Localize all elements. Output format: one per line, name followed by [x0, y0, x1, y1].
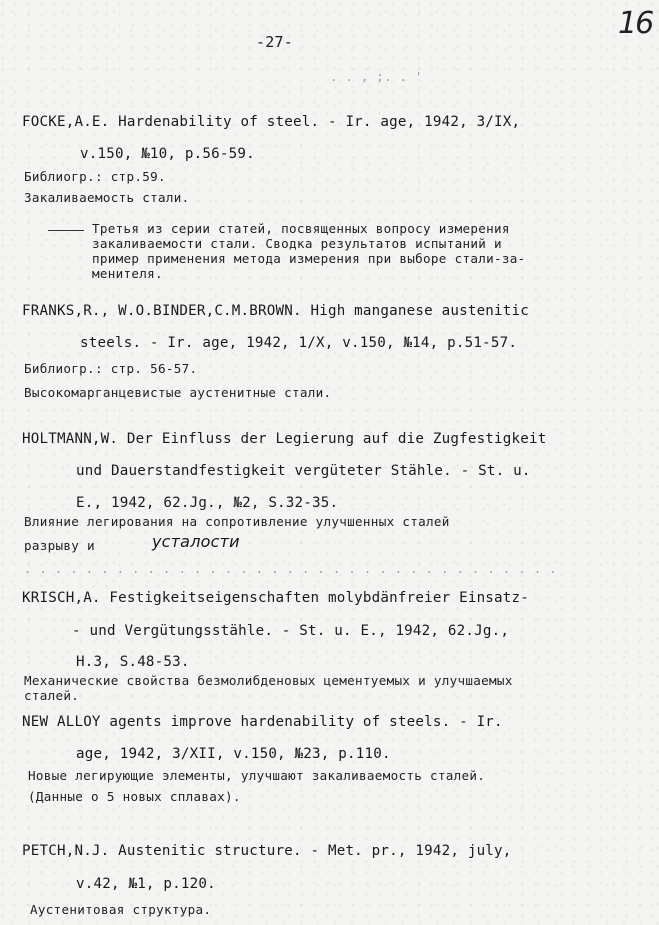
- translation-line: Аустенитовая структура.: [30, 902, 212, 917]
- citation-line: PETCH,N.J. Austenitic structure. - Met. pr., 1942, july,: [22, 843, 512, 859]
- translation-line: сталей.: [24, 688, 80, 703]
- translation-line: Высокомарганцевистые аустенитные стали.: [24, 385, 332, 400]
- citation-line: FOCKE,A.E. Hardenability of steel. - Ir. age, 1942, 3/IX,: [22, 114, 521, 130]
- citation-line: H.3, S.48-53.: [76, 654, 190, 670]
- citation-line: HOLTMANN,W. Der Einfluss der Legierung auf die Zugfestigkeit: [22, 431, 547, 447]
- handwritten-page-mark: 16: [618, 6, 653, 41]
- citation-line: v.42, №1, p.120.: [76, 876, 216, 892]
- translation-line: Механические свойства безмолибденовых цементуемых и улучшаемых: [24, 673, 513, 688]
- translation-line: разрыву и: [24, 538, 95, 553]
- translation-line: Влияние легирования на сопротивление улучшенных сталей: [24, 514, 450, 529]
- dash-rule: [48, 230, 84, 231]
- citation-line: KRISCH,A. Festigkeitseigenschaften molybdänfreier Einsatz-: [22, 590, 530, 606]
- bleed-through-text: . . , ;. . ': [330, 70, 423, 84]
- annotation-line: закаливаемости стали. Сводка результатов испытаний и: [92, 236, 502, 251]
- citation-line: FRANKS,R., W.O.BINDER,C.M.BROWN. High manganese austenitic: [22, 303, 530, 319]
- annotation-line: Третья из серии статей, посвященных вопросу измерения: [92, 221, 510, 236]
- bleed-through-text: . . . . . . . . . . . . . . . . . . . . . . . . . . . . . . . . . . .: [24, 562, 557, 576]
- citation-line: v.150, №10, p.56-59.: [80, 146, 255, 162]
- citation-line: steels. - Ir. age, 1942, 1/X, v.150, №14, p.51-57.: [80, 335, 518, 351]
- annotation-line: пример применения метода измерения при выборе стали-за-: [92, 251, 526, 266]
- handwritten-word: усталости: [152, 532, 240, 551]
- translation-line: (Данные о 5 новых сплавах).: [28, 789, 241, 804]
- translation-line: Закаливаемость стали.: [24, 190, 190, 205]
- annotation-line: менителя.: [92, 266, 163, 281]
- page-number: -27-: [256, 33, 293, 51]
- citation-line: und Dauerstandfestigkeit vergüteter Stähle. - St. u.: [76, 463, 531, 479]
- biblio-line: Библиогр.: стр. 56-57.: [24, 361, 198, 376]
- translation-line: Новые легирующие элементы, улучшают закаливаемость сталей.: [28, 768, 486, 783]
- biblio-line: Библиогр.: стр.59.: [24, 169, 166, 184]
- citation-line: age, 1942, 3/XII, v.150, №23, p.110.: [76, 746, 391, 762]
- citation-line: NEW ALLOY agents improve hardenability of steels. - Ir.: [22, 714, 503, 730]
- citation-line: E., 1942, 62.Jg., №2, S.32-35.: [76, 495, 339, 511]
- citation-line: - und Vergütungsstähle. - St. u. E., 1942, 62.Jg.,: [72, 623, 510, 639]
